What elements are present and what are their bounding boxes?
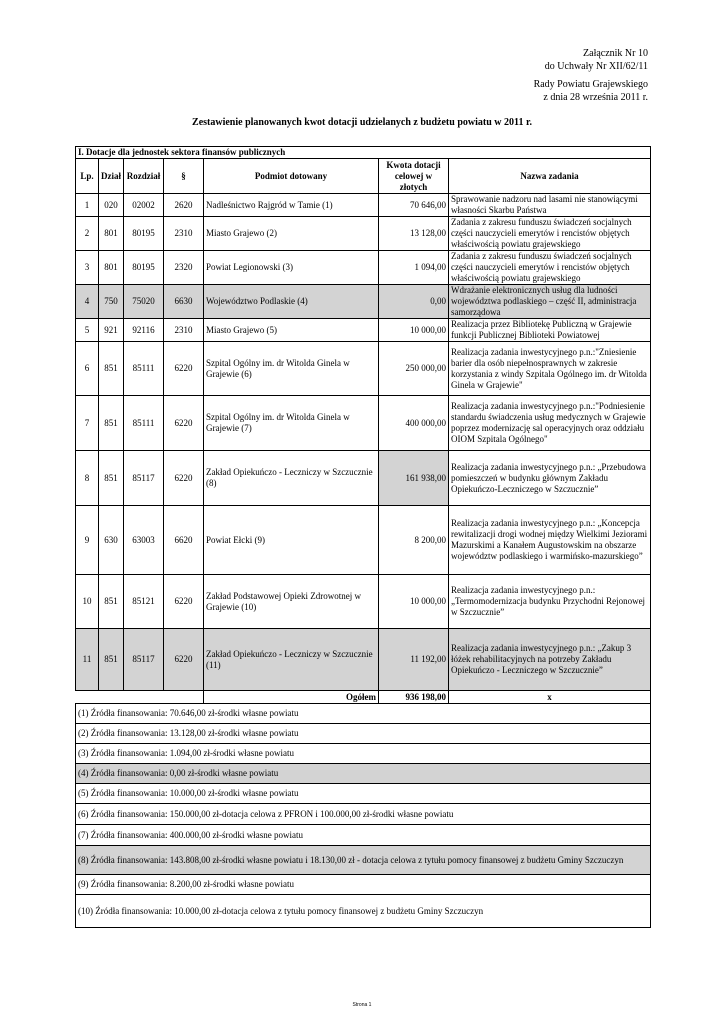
funding-source-text: (9) Źródła finansowania: 8.200,00 zł-środki własne powiatu (76, 875, 651, 895)
cell-paragraf: 6220 (164, 342, 204, 396)
funding-source-row (76, 846, 651, 875)
section-title: I. Dotacje dla jednostek sektora finansów publicznych (76, 147, 651, 159)
cell-dzial: 750 (99, 285, 124, 319)
funding-source-text: (4) Źródła finansowania: 0,00 zł-środki własne powiatu (76, 764, 651, 784)
cell-podmiot: Zakład Podstawowej Opieki Zdrowotnej w Grajewie (10) (204, 575, 379, 629)
cell-kwota: 0,00 (379, 285, 449, 319)
funding-source-row (76, 804, 651, 825)
cell-paragraf: 2310 (164, 217, 204, 251)
cell-podmiot: Powiat Ełcki (9) (204, 506, 379, 575)
table-row (76, 251, 651, 285)
cell-lp: 8 (76, 451, 99, 506)
cell-nazwa: Realizacja zadania inwestycyjnego p.n.: „Koncepcja rewitalizacji drogi wodnej między Wielkimi Jeziorami Mazurskimi a Kanałem Augustowskim na obszarze województw podlaskiego i warmińsko-mazurskiego” (449, 506, 651, 575)
cell-podmiot: Powiat Legionowski (3) (204, 251, 379, 285)
header-row (76, 159, 651, 194)
cell-lp: 3 (76, 251, 99, 285)
cell-dzial: 851 (99, 575, 124, 629)
cell-dzial: 851 (99, 629, 124, 691)
cell-dzial: 801 (99, 251, 124, 285)
funding-source-row (76, 744, 651, 764)
col-header-lp: Lp. (76, 159, 99, 194)
col-header-paragraf: § (164, 159, 204, 194)
cell-dzial: 020 (99, 194, 124, 217)
table-row (76, 506, 651, 575)
cell-podmiot: Miasto Grajewo (5) (204, 319, 379, 342)
cell-dzial: 630 (99, 506, 124, 575)
cell-rozdzial: 85117 (124, 451, 164, 506)
cell-dzial: 921 (99, 319, 124, 342)
table-row (76, 342, 651, 396)
cell-paragraf: 6220 (164, 575, 204, 629)
funding-source-text: (3) Źródła finansowania: 1.094,00 zł-środki własne powiatu (76, 744, 651, 764)
cell-kwota: 70 646,00 (379, 194, 449, 217)
cell-nazwa: Realizacja zadania inwestycyjnego p.n.: „Przebudowa pomieszczeń w budynku głównym Zakładu Opiekuńczo-Leczniczego w Szczucznie” (449, 451, 651, 506)
cell-kwota: 161 938,00 (379, 451, 449, 506)
cell-dzial: 851 (99, 396, 124, 451)
funding-source-row (76, 724, 651, 744)
section-row (76, 147, 651, 159)
cell-rozdzial: 85117 (124, 629, 164, 691)
funding-source-row (76, 875, 651, 895)
resolution-date: z dnia 28 września 2011 r. (543, 91, 648, 103)
council-name: Rady Powiatu Grajewskiego (533, 79, 648, 90)
cell-nazwa: Realizacja zadania inwestycyjnego p.n.: „Termomodernizacja budynku Przychodni Rejonowej w Szczucznie” (449, 575, 651, 629)
cell-podmiot: Szpital Ogólny im. dr Witolda Ginela w Grajewie (6) (204, 342, 379, 396)
cell-podmiot: Zakład Opiekuńczo - Leczniczy w Szczucznie (11) (204, 629, 379, 691)
total-spacer (76, 691, 204, 704)
cell-podmiot: Miasto Grajewo (2) (204, 217, 379, 251)
cell-nazwa: Realizacja zadania inwestycyjnego p.n.:"Podniesienie standardu świadczenia usług medycznych w Grajewie poprzez modernizację sal operacyjnych oraz oddziału OIOM Szpitala Ogólnego" (449, 396, 651, 451)
cell-kwota: 10 000,00 (379, 575, 449, 629)
cell-nazwa: Zadania z zakresu funduszu świadczeń socjalnych części nauczycieli emerytów i rencistów objętych właściwością powiatu grajewskiego (449, 217, 651, 251)
cell-nazwa: Realizacja zadania inwestycyjnego p.n.:"Zniesienie barier dla osób niepełnosprawnych w zakresie korzystania z windy Szpitala Ogólnego im. dr Witolda Ginela w Grajewie" (449, 342, 651, 396)
col-header-podmiot: Podmiot dotowany (204, 159, 379, 194)
cell-lp: 5 (76, 319, 99, 342)
cell-nazwa: Zadania z zakresu funduszu świadczeń socjalnych części nauczycieli emerytów i rencistów objętych właściwością powiatu grajewskiego (449, 251, 651, 285)
table-row (76, 217, 651, 251)
funding-source-text: (10) Źródła finansowania: 10.000,00 zł-dotacja celowa z tytułu pomocy finansowej z budżetu Gminy Szczuczyn (76, 895, 651, 928)
cell-paragraf: 6220 (164, 396, 204, 451)
total-task: x (449, 691, 651, 704)
cell-podmiot: Nadleśnictwo Rajgród w Tamie (1) (204, 194, 379, 217)
funding-source-text: (5) Źródła finansowania: 10.000,00 zł-środki własne powiatu (76, 784, 651, 804)
cell-paragraf: 6220 (164, 629, 204, 691)
cell-kwota: 13 128,00 (379, 217, 449, 251)
col-header-dzial: Dział (99, 159, 124, 194)
cell-nazwa: Realizacja zadania inwestycyjnego p.n.: „Zakup 3 łóżek rehabilitacyjnych na potrzeby Zakładu Opiekuńczo - Leczniczego w Szczucznie” (449, 629, 651, 691)
cell-rozdzial: 80195 (124, 217, 164, 251)
cell-nazwa: Realizacja przez Bibliotekę Publiczną w Grajewie funkcji Publicznej Biblioteki Powiatowej (449, 319, 651, 342)
cell-lp: 11 (76, 629, 99, 691)
cell-lp: 10 (76, 575, 99, 629)
document-title: Zestawienie planowanych kwot dotacji udzielanych z budżetu powiatu w 2011 r. (192, 117, 532, 128)
cell-lp: 4 (76, 285, 99, 319)
cell-rozdzial: 92116 (124, 319, 164, 342)
funding-source-row (76, 825, 651, 846)
funding-source-row (76, 704, 651, 724)
cell-paragraf: 2620 (164, 194, 204, 217)
cell-rozdzial: 63003 (124, 506, 164, 575)
cell-rozdzial: 85111 (124, 342, 164, 396)
cell-paragraf: 2310 (164, 319, 204, 342)
attachment-header (534, 48, 648, 104)
cell-lp: 1 (76, 194, 99, 217)
funding-source-row (76, 784, 651, 804)
funding-source-row (76, 895, 651, 928)
cell-dzial: 851 (99, 451, 124, 506)
cell-paragraf: 6630 (164, 285, 204, 319)
cell-nazwa: Sprawowanie nadzoru nad lasami nie stanowiącymi własności Skarbu Państwa (449, 194, 651, 217)
cell-kwota: 400 000,00 (379, 396, 449, 451)
cell-paragraf: 6620 (164, 506, 204, 575)
resolution-number: do Uchwały Nr XII/62/11 (544, 60, 648, 72)
total-amount: 936 198,00 (379, 691, 449, 704)
col-header-kwota: Kwota dotacji celowej w złotych (379, 159, 449, 194)
table-row (76, 629, 651, 691)
col-header-nazwa: Nazwa zadania (449, 159, 651, 194)
cell-lp: 2 (76, 217, 99, 251)
table-row (76, 285, 651, 319)
table-row (76, 575, 651, 629)
cell-nazwa: Wdrażanie elektronicznych usług dla ludności województwa podlaskiego – część II, administracja samorządowa (449, 285, 651, 319)
cell-rozdzial: 02002 (124, 194, 164, 217)
funding-source-text: (7) Źródła finansowania: 400.000,00 zł-środki własne powiatu (76, 825, 651, 846)
cell-paragraf: 6220 (164, 451, 204, 506)
attachment-number: Załącznik Nr 10 (583, 48, 648, 59)
funding-source-text: (6) Źródła finansowania: 150.000,00 zł-dotacja celowa z PFRON i 100.000,00 zł-środki własne powiatu (76, 804, 651, 825)
cell-kwota: 11 192,00 (379, 629, 449, 691)
cell-kwota: 8 200,00 (379, 506, 449, 575)
table-row (76, 194, 651, 217)
cell-dzial: 851 (99, 342, 124, 396)
cell-lp: 9 (76, 506, 99, 575)
cell-kwota: 250 000,00 (379, 342, 449, 396)
cell-rozdzial: 80195 (124, 251, 164, 285)
cell-podmiot: Szpital Ogólny im. dr Witolda Ginela w Grajewie (7) (204, 396, 379, 451)
cell-rozdzial: 75020 (124, 285, 164, 319)
total-label: Ogółem (204, 691, 379, 704)
cell-rozdzial: 85111 (124, 396, 164, 451)
cell-rozdzial: 85121 (124, 575, 164, 629)
col-header-rozdzial: Rozdział (124, 159, 164, 194)
table-row (76, 396, 651, 451)
funding-source-text: (8) Źródła finansowania: 143.808,00 zł-środki własne powiatu i 18.130,00 zł - dotacja celowa z tytułu pomocy finansowej z budżetu Gminy Szczuczyn (76, 846, 651, 875)
total-row (76, 691, 651, 704)
cell-lp: 7 (76, 396, 99, 451)
page-footer: Strona 1 (352, 1002, 372, 1008)
cell-paragraf: 2320 (164, 251, 204, 285)
grants-table (75, 146, 651, 928)
funding-source-row (76, 764, 651, 784)
cell-kwota: 10 000,00 (379, 319, 449, 342)
cell-lp: 6 (76, 342, 99, 396)
funding-source-text: (1) Źródła finansowania: 70.646,00 zł-środki własne powiatu (76, 704, 651, 724)
table-row (76, 319, 651, 342)
table-row (76, 451, 651, 506)
cell-podmiot: Zakład Opiekuńczo - Leczniczy w Szczucznie (8) (204, 451, 379, 506)
funding-source-text: (2) Źródła finansowania: 13.128,00 zł-środki własne powiatu (76, 724, 651, 744)
cell-dzial: 801 (99, 217, 124, 251)
cell-kwota: 1 094,00 (379, 251, 449, 285)
cell-podmiot: Województwo Podlaskie (4) (204, 285, 379, 319)
